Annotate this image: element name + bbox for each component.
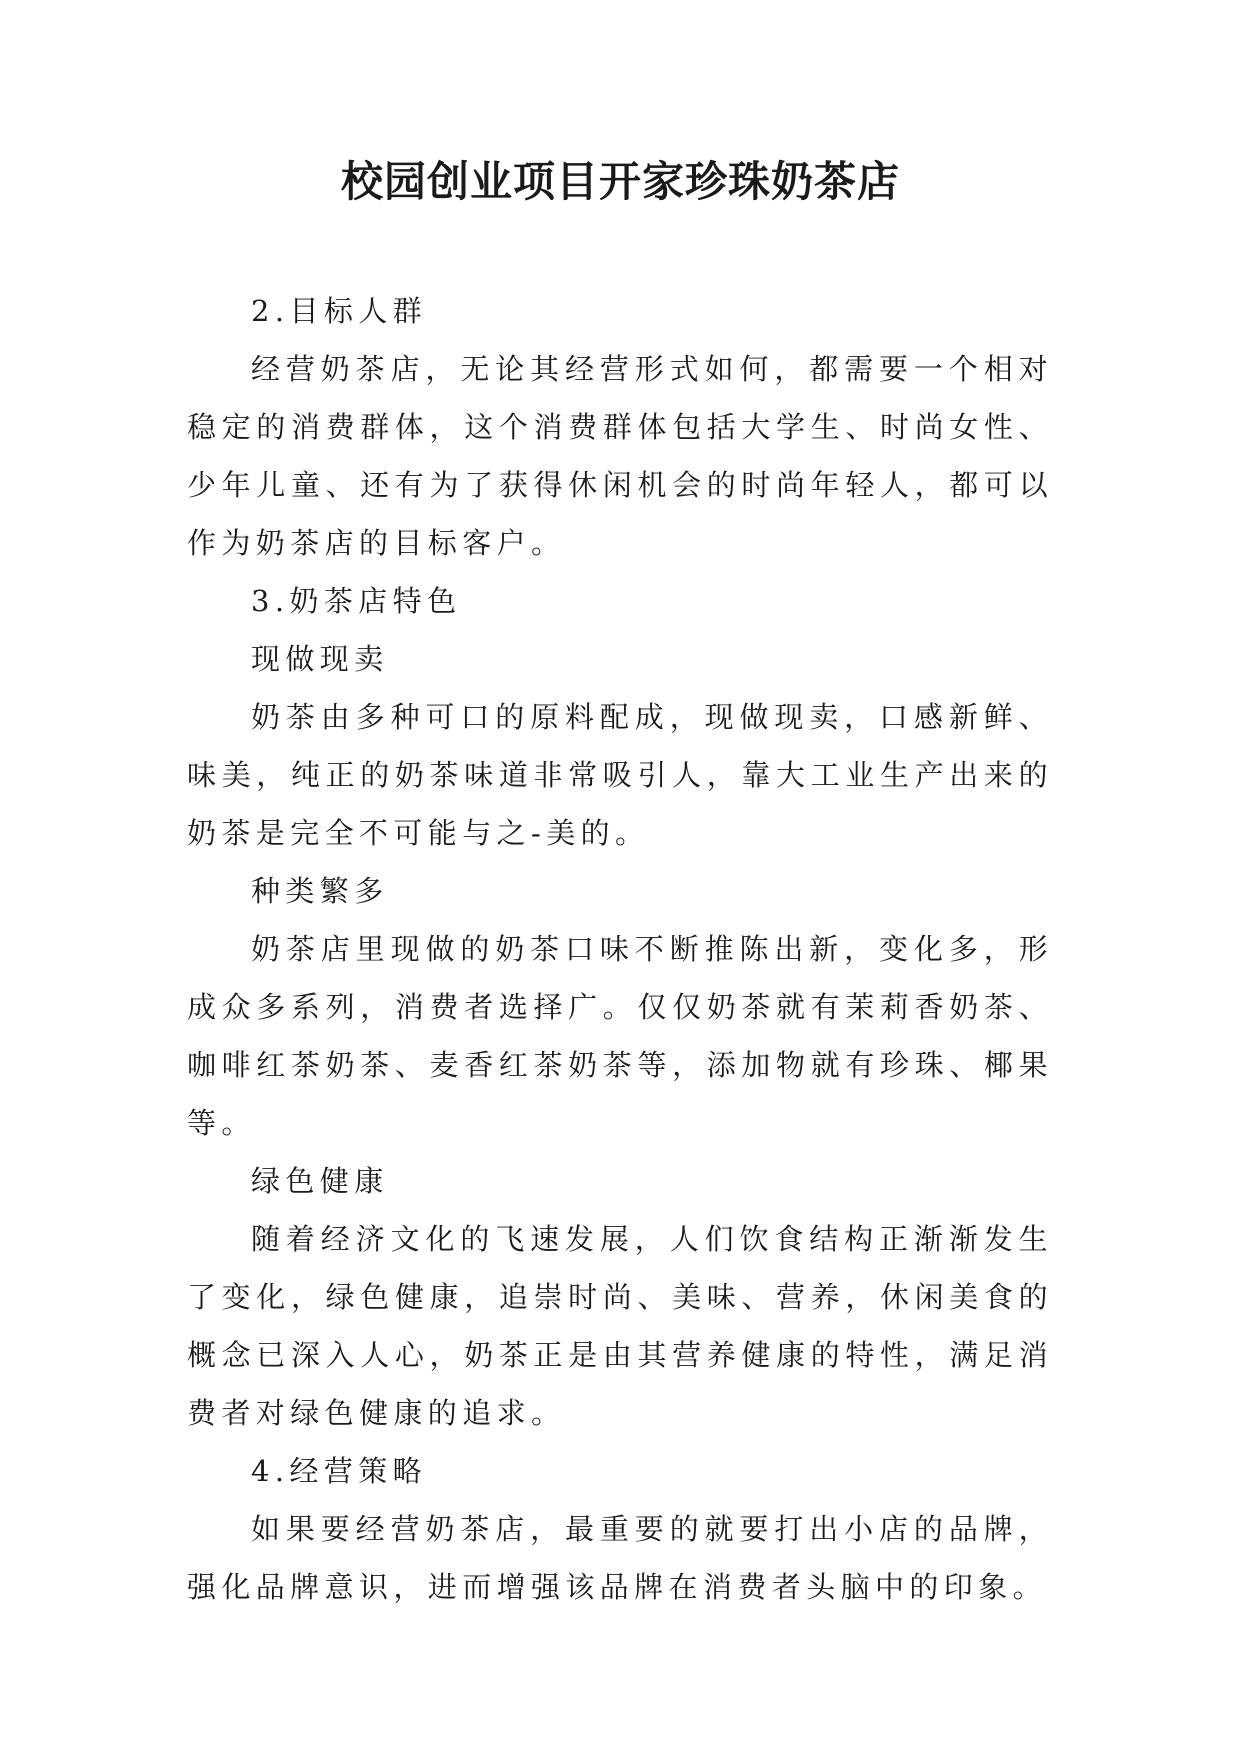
paragraph-business-strategy: 如果要经营奶茶店，最重要的就要打出小店的品牌，强化品牌意识，进而增强该品牌在消费者头脑中的印象。 — [187, 1512, 1053, 1604]
subheading-green-health: 绿色健康 — [251, 1164, 389, 1198]
section-heading-target-audience: 2.目标人群 — [251, 294, 428, 328]
subheading-variety: 种类繁多 — [251, 874, 389, 908]
paragraph-made-to-order: 奶茶由多种可口的原料配成，现做现卖，口感新鲜、味美，纯正的奶茶味道非常吸引人，靠大工业生产出来的奶茶是完全不可能与之-美的。 — [187, 700, 1053, 850]
document-body — [187, 282, 1053, 1616]
section-heading-business-strategy: 4.经营策略 — [251, 1454, 428, 1488]
document-title: 校园创业项目开家珍珠奶茶店 — [340, 157, 900, 206]
paragraph-variety: 奶茶店里现做的奶茶口味不断推陈出新，变化多，形成众多系列，消费者选择广。仅仅奶茶就有茉莉香奶茶、咖啡红茶奶茶、麦香红茶奶茶等，添加物就有珍珠、椰果等。 — [187, 932, 1053, 1140]
section-heading-shop-features: 3.奶茶店特色 — [251, 584, 462, 618]
paragraph-target-audience: 经营奶茶店，无论其经营形式如何，都需要一个相对稳定的消费群体，这个消费群体包括大学生、时尚女性、少年儿童、还有为了获得休闲机会的时尚年轻人，都可以作为奶茶店的目标客户。 — [187, 352, 1053, 560]
paragraph-green-health: 随着经济文化的飞速发展，人们饮食结构正渐渐发生了变化，绿色健康，追崇时尚、美味、营养，休闲美食的概念已深入人心，奶茶正是由其营养健康的特性，满足消费者对绿色健康的追求。 — [187, 1222, 1053, 1430]
subheading-made-to-order: 现做现卖 — [251, 642, 389, 676]
